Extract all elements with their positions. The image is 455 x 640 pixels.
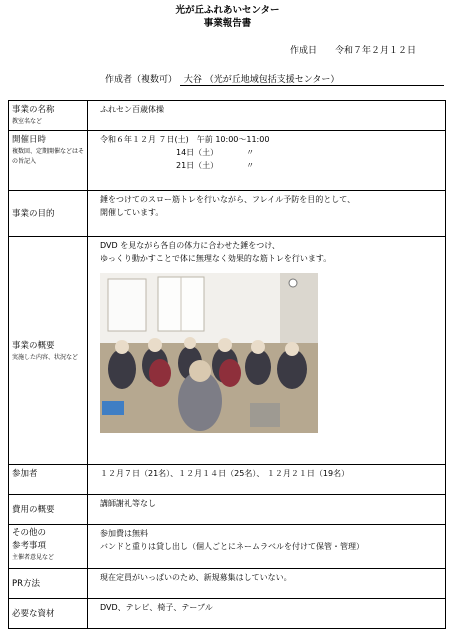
value-pr: 現在定員がいっぱいのため、新規募集はしていない。 [88, 569, 446, 599]
label-name: 事業の名称 教室名など [9, 101, 88, 131]
row-pr [9, 569, 446, 599]
author-line [105, 72, 444, 86]
row-summary [9, 237, 446, 465]
label-summary: 事業の概要 実施した内容、状況など [9, 237, 88, 465]
author-label: 作成者（複数可） [105, 75, 178, 85]
value-dates: 令和６年１２月 ７日(土) 午前 10:00～11:00 14日（土） 〃 21日（土） 〃 [88, 131, 446, 191]
value-materials: DVD、テレビ、椅子、テーブル [88, 599, 446, 629]
label-participants: 参加者 [9, 465, 88, 495]
value-cost: 講師謝礼等なし [88, 495, 446, 525]
label-dates: 開催日時 複数回、定期開催などはその旨記入 [9, 131, 88, 191]
label-cost: 費用の概要 [9, 495, 88, 525]
document-title: 光が丘ふれあいセンター [175, 5, 280, 16]
label-purpose: 事業の目的 [9, 191, 88, 237]
value-name: ふれセン百歳体操 [88, 101, 446, 131]
label-materials: 必要な資材 [9, 599, 88, 629]
value-summary: DVD を見ながら各自の体力に合わせた錘をつけ、 ゆっくり動かすことで体に無理なく効果的な筋トレを行います。 [88, 237, 446, 465]
author-value: 大谷 （光が丘地域包括支援センター） [180, 72, 444, 86]
label-other: その他の 参考事項 主催者意見など [9, 525, 88, 569]
document-subtitle: 事業報告書 [203, 18, 252, 29]
value-purpose: 錘をつけてのスロー筋トレを行いながら、フレイル予防を目的として、 開催しています。 [88, 191, 446, 237]
value-participants: １２月７日（21名）、１２月１４日（25名）、 １２月２１日（19名） [88, 465, 446, 495]
row-cost [9, 495, 446, 525]
row-purpose [9, 191, 446, 237]
exercise-class-photo [100, 273, 318, 433]
label-pr: PR方法 [9, 569, 88, 599]
row-materials [9, 599, 446, 629]
row-name [9, 101, 446, 131]
value-other: 参加費は無料 バンドと重りは貸し出し（個人ごとにネームラベルを付けて保管・管理） [88, 525, 446, 569]
creation-date: 作成日 令和７年２月１２日 [290, 46, 417, 56]
row-participants [9, 465, 446, 495]
row-dates [9, 131, 446, 191]
row-other [9, 525, 446, 569]
report-table [8, 100, 446, 629]
